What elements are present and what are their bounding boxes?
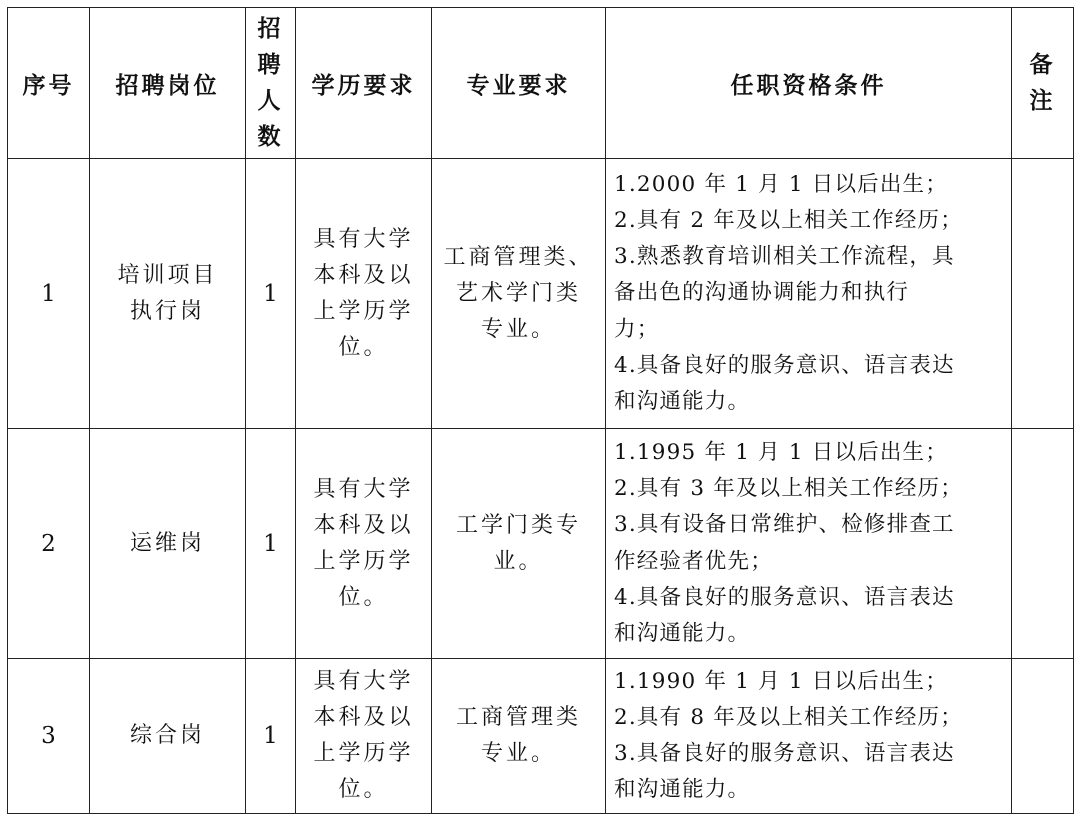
qualification-line: 备出色的沟通协调能力和执行 bbox=[614, 280, 910, 306]
cell-qualifications bbox=[606, 159, 1012, 429]
cell-education-line: 具有大学 bbox=[313, 476, 414, 502]
header-remarks bbox=[1012, 8, 1074, 159]
cell-education-line: 上学历学 bbox=[313, 741, 414, 766]
qualification-line: 2.具有 3 年及以上相关工作经历； bbox=[614, 476, 963, 502]
cell-education-line: 具有大学 bbox=[313, 669, 414, 694]
cell-education-line: 本科及以 bbox=[313, 705, 414, 730]
header-count-char: 数 bbox=[257, 123, 284, 150]
cell-position bbox=[90, 159, 246, 429]
header-remarks-char: 注 bbox=[1029, 87, 1056, 114]
cell-major bbox=[432, 159, 606, 429]
cell-education-line: 位。 bbox=[338, 584, 389, 610]
header-position: 招聘岗位 bbox=[90, 8, 246, 159]
table-row bbox=[8, 159, 1074, 429]
cell-major-line: 专业。 bbox=[480, 741, 556, 766]
cell-education bbox=[296, 429, 432, 659]
qualification-line: 4.具备良好的服务意识、语言表达 bbox=[614, 584, 955, 610]
cell-education-line: 上学历学 bbox=[313, 298, 414, 324]
cell-position bbox=[90, 659, 246, 814]
cell-major-line: 工商管理类 bbox=[455, 705, 581, 730]
cell-remarks bbox=[1012, 659, 1074, 814]
qualification-line: 力； bbox=[614, 316, 660, 342]
header-count bbox=[246, 8, 296, 159]
qualification-line: 和沟通能力。 bbox=[614, 777, 751, 803]
cell-education-line: 位。 bbox=[338, 334, 389, 360]
qualification-line: 作经验者优先； bbox=[614, 548, 773, 574]
cell-position-line: 运维岗 bbox=[129, 530, 205, 556]
header-education: 学历要求 bbox=[296, 8, 432, 159]
recruitment-table bbox=[7, 7, 1074, 814]
qualification-line: 和沟通能力。 bbox=[614, 389, 751, 414]
cell-major bbox=[432, 429, 606, 659]
cell-education-line: 本科及以 bbox=[313, 512, 414, 538]
cell-position bbox=[90, 429, 246, 659]
table-row bbox=[8, 659, 1074, 814]
cell-education-line: 具有大学 bbox=[313, 226, 414, 252]
cell-count: 1 bbox=[246, 429, 296, 659]
cell-major-line: 艺术学门类 bbox=[455, 280, 581, 306]
header-row bbox=[8, 8, 1074, 159]
cell-education-line: 本科及以 bbox=[313, 262, 414, 288]
cell-qualifications bbox=[606, 429, 1012, 659]
cell-education bbox=[296, 659, 432, 814]
header-remarks-char: 备 bbox=[1029, 51, 1056, 78]
cell-count: 1 bbox=[246, 659, 296, 814]
cell-count: 1 bbox=[246, 159, 296, 429]
cell-position-line: 综合岗 bbox=[129, 723, 205, 748]
cell-remarks bbox=[1012, 429, 1074, 659]
cell-seq: 2 bbox=[8, 429, 90, 659]
qualification-line: 1.1990 年 1 月 1 日以后出生； bbox=[614, 668, 948, 694]
cell-seq: 3 bbox=[8, 659, 90, 814]
header-count-char: 招 bbox=[257, 15, 284, 42]
header-qualifications: 任职资格条件 bbox=[606, 8, 1012, 159]
cell-major bbox=[432, 659, 606, 814]
header-major: 专业要求 bbox=[432, 8, 606, 159]
qualification-line: 3.具备良好的服务意识、语言表达 bbox=[614, 741, 955, 766]
cell-education bbox=[296, 159, 432, 429]
qualification-line: 1.2000 年 1 月 1 日以后出生； bbox=[614, 171, 948, 197]
header-count-char: 聘 bbox=[257, 51, 284, 78]
qualification-line: 2.具有 2 年及以上相关工作经历； bbox=[614, 207, 963, 233]
cell-major-line: 工学门类专 bbox=[455, 512, 581, 538]
cell-major-line: 工商管理类、 bbox=[443, 244, 594, 270]
qualification-line: 2.具有 8 年及以上相关工作经历； bbox=[614, 704, 963, 730]
header-seq: 序号 bbox=[8, 8, 90, 159]
cell-remarks bbox=[1012, 159, 1074, 429]
cell-position-line: 培训项目 bbox=[117, 262, 218, 288]
cell-education-line: 上学历学 bbox=[313, 548, 414, 574]
header-count-char: 人 bbox=[257, 87, 284, 114]
cell-position-line: 执行岗 bbox=[129, 298, 205, 324]
qualification-line: 3.熟悉教育培训相关工作流程，具 bbox=[614, 244, 955, 270]
qualification-line: 3.具有设备日常维护、检修排查工 bbox=[614, 512, 955, 538]
cell-education-line: 位。 bbox=[338, 777, 389, 802]
qualification-line: 1.1995 年 1 月 1 日以后出生； bbox=[614, 439, 948, 465]
qualification-line: 和沟通能力。 bbox=[614, 620, 751, 646]
cell-seq: 1 bbox=[8, 159, 90, 429]
cell-major-line: 业。 bbox=[493, 548, 544, 574]
qualification-line: 4.具备良好的服务意识、语言表达 bbox=[614, 352, 955, 378]
cell-major-line: 专业。 bbox=[480, 316, 556, 342]
table-row bbox=[8, 429, 1074, 659]
cell-qualifications bbox=[606, 659, 1012, 814]
